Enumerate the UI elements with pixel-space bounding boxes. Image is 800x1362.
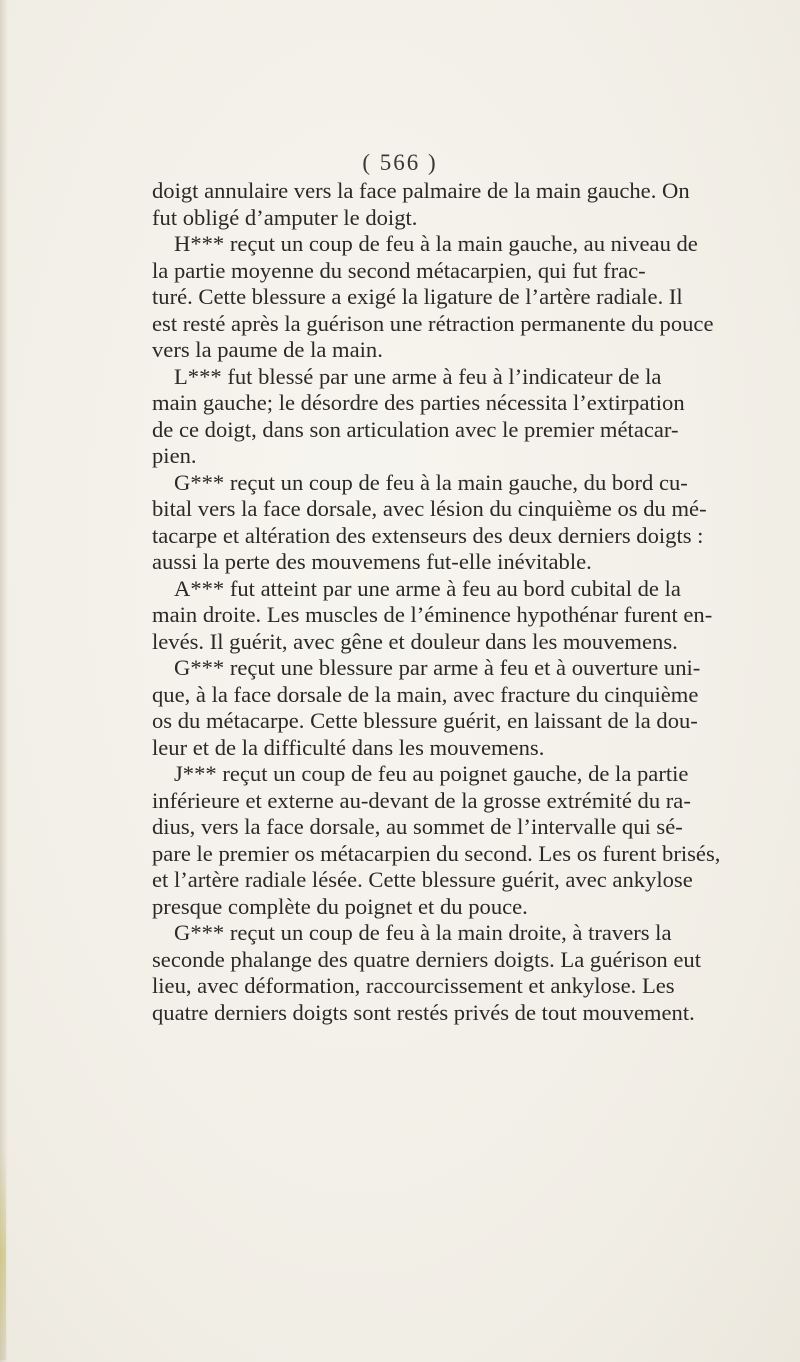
text-line: pare le premier os métacarpien du second. Les os furent brisés, [152,840,721,866]
text-line: vers la paume de la main. [152,337,383,362]
text-line: de ce doigt, dans son articulation avec le premier métacar- [152,416,679,442]
text-line: presque complète du poignet et du pouce. [152,893,528,919]
text-line: tacarpe et altération des extenseurs des deux derniers doigts : [152,522,704,548]
text-line: la partie moyenne du second métacarpien, qui fut frac- [152,257,646,283]
text-line: lieu, avec déformation, raccourcissement et ankylose. Les [152,973,675,998]
text-line: levés. Il guérit, avec gêne et douleur dans les mouvemens. [152,628,678,654]
text-line: G*** reçut un coup de feu à la main gauche, du bord cu- [174,469,688,495]
text-line: seconde phalange des quatre derniers doigts. La guérison eut [152,946,701,972]
text-line: H*** reçut un coup de feu à la main gauche, au niveau de [174,231,698,256]
text-line: inférieure et externe au-devant de la grosse extrémité du ra- [152,787,691,813]
text-line: bital vers la face dorsale, avec lésion du cinquième os du mé- [152,496,707,521]
text-line: que, à la face dorsale de la main, avec fracture du cinquième [152,681,699,707]
body-text [152,178,721,1026]
text-line: quatre derniers doigts sont restés privés de tout mouvement. [152,999,695,1025]
text-line: leur et de la difficulté dans les mouvemens. [152,734,545,760]
text-line: A*** fut atteint par une arme à feu au bord cubital de la [174,575,681,601]
text-line: main gauche; le désordre des parties nécessita l’extirpation [152,390,685,415]
text-line: L*** fut blessé par une arme à feu à l’indicateur de la [174,363,662,389]
text-line: fut obligé d’amputer le doigt. [152,204,418,230]
binding-stain [0,1150,6,1360]
text-line: dius, vers la face dorsale, au sommet de l’intervalle qui sé- [152,814,683,839]
text-line: pien. [152,443,197,468]
text-line: et l’artère radiale lésée. Cette blessure guérit, avec ankylose [152,867,693,892]
text-line: est resté après la guérison une rétraction permanente du pouce [152,310,714,336]
text-line: G*** reçut un coup de feu à la main droite, à travers la [174,920,672,945]
text-line: turé. Cette blessure a exigé la ligature de l’artère radiale. Il [152,284,683,309]
text-line: G*** reçut une blessure par arme à feu et à ouverture uni- [174,655,701,680]
text-line: os du métacarpe. Cette blessure guérit, en laissant de la dou- [152,708,698,733]
text-line: J*** reçut un coup de feu au poignet gauche, de la partie [174,761,689,786]
text-line: aussi la perte des mouvemens fut-elle inévitable. [152,549,592,574]
text-line: main droite. Les muscles de l’éminence hypothénar furent en- [152,602,713,627]
text-line: doigt annulaire vers la face palmaire de la main gauche. On [152,178,690,203]
page-number: ( 566 ) [362,150,438,175]
